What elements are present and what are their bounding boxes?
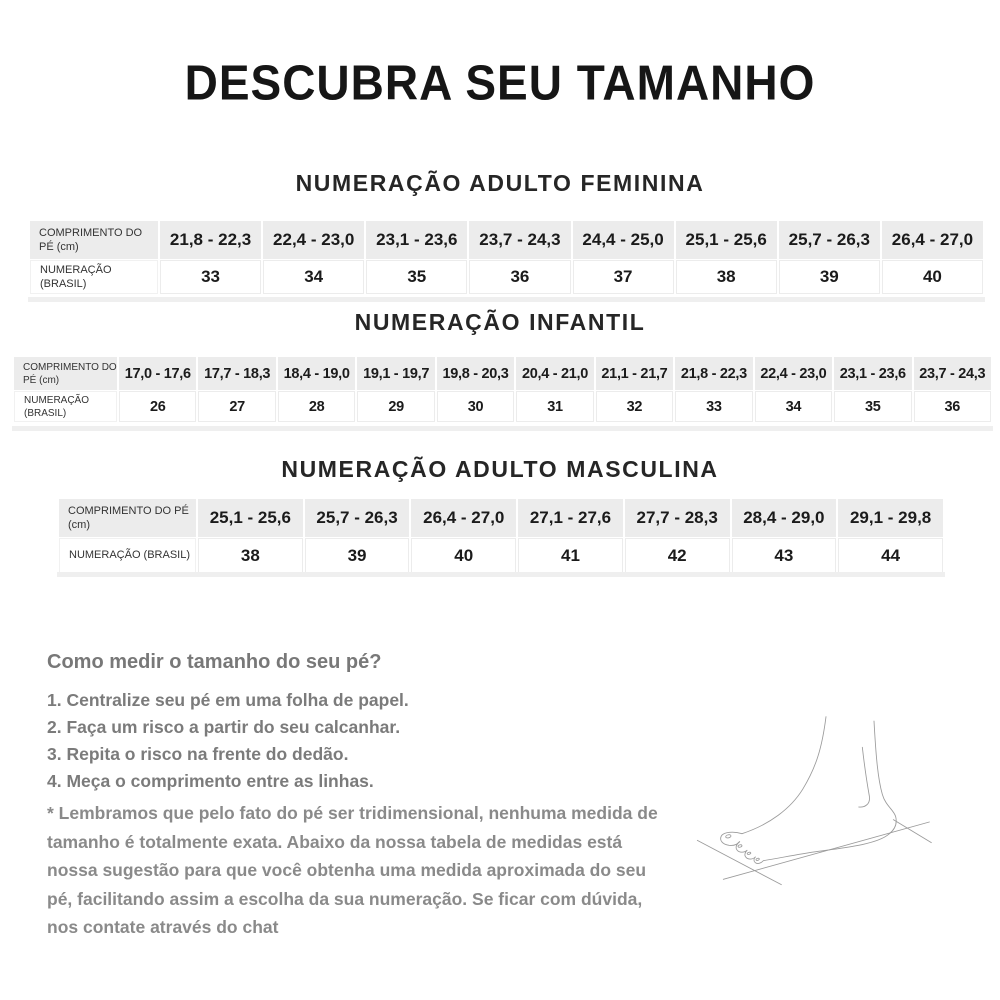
size-table-adulto-feminina: [28, 220, 985, 295]
shoe-size-cell: 36: [469, 260, 570, 294]
foot-length-range-cell: 23,1 - 23,6: [834, 357, 911, 390]
shoe-size-cell: 33: [675, 391, 752, 422]
foot-length-range-cell: 25,1 - 25,6: [198, 499, 303, 537]
shoe-size-cell: 35: [834, 391, 911, 422]
row-label-size-number: NUMERAÇÃO (BRASIL): [30, 260, 158, 294]
shoe-size-cell: 37: [573, 260, 674, 294]
howto-steps: [47, 687, 409, 795]
foot-length-range-cell: 25,7 - 26,3: [305, 499, 410, 537]
shoe-size-cell: 43: [732, 538, 837, 573]
foot-length-range-cell: 23,1 - 23,6: [366, 221, 467, 259]
foot-length-range-cell: 17,7 - 18,3: [198, 357, 275, 390]
row-label-foot-length: COMPRIMENTO DO PÉ (cm): [30, 221, 158, 259]
foot-length-range-cell: 26,4 - 27,0: [411, 499, 516, 537]
shoe-size-cell: 41: [518, 538, 623, 573]
shoe-size-cell: 27: [198, 391, 275, 422]
table-bottom-strip: [12, 426, 993, 431]
shoe-size-cell: 40: [411, 538, 516, 573]
shoe-size-cell: 32: [596, 391, 673, 422]
table-bottom-strip: [57, 572, 945, 577]
shoe-size-cell: 30: [437, 391, 514, 422]
row-label-size-number: NUMERAÇÃO (BRASIL): [14, 391, 117, 422]
shoe-size-cell: 44: [838, 538, 943, 573]
size-table-adulto-masculina: [57, 498, 945, 574]
shoe-size-cell: 39: [779, 260, 880, 294]
shoe-size-cell: 39: [305, 538, 410, 573]
foot-length-range-cell: 23,7 - 24,3: [469, 221, 570, 259]
table-bottom-strip: [28, 297, 985, 302]
section-title-adulto-masculina: NUMERAÇÃO ADULTO MASCULINA: [281, 456, 719, 482]
foot-length-range-cell: 17,0 - 17,6: [119, 357, 196, 390]
shoe-size-cell: 29: [357, 391, 434, 422]
foot-length-range-cell: 23,7 - 24,3: [914, 357, 991, 390]
shoe-size-cell: 31: [516, 391, 593, 422]
howto-heading: Como medir o tamanho do seu pé?: [47, 651, 382, 673]
shoe-size-cell: 38: [676, 260, 777, 294]
foot-length-range-cell: 25,7 - 26,3: [779, 221, 880, 259]
foot-length-range-cell: 18,4 - 19,0: [278, 357, 355, 390]
foot-length-range-cell: 26,4 - 27,0: [882, 221, 983, 259]
foot-length-range-cell: 28,4 - 29,0: [732, 499, 837, 537]
foot-length-range-cell: 21,1 - 21,7: [596, 357, 673, 390]
foot-length-range-cell: 27,1 - 27,6: [518, 499, 623, 537]
shoe-size-cell: 34: [755, 391, 832, 422]
howto-step: 1. Centralize seu pé em uma folha de papel.: [47, 690, 409, 710]
foot-length-range-cell: 22,4 - 23,0: [755, 357, 832, 390]
foot-length-range-cell: 20,4 - 21,0: [516, 357, 593, 390]
size-note: * Lembramos que pelo fato do pé ser tridimensional, nenhuma medida de tamanho é totalmente exata. Abaixo da nossa tabela de medidas está nossa sugestão para que você obtenha uma medida aproximada do seu pé, facilitando assim a escolha da sua numeração. Se ficar com dúvida, nos contate através do chat: [47, 803, 658, 937]
row-label-foot-length: COMPRIMENTO DO PÉ (cm): [59, 499, 196, 537]
base-measure-line: [723, 822, 929, 879]
foot-illustration: [660, 660, 1000, 940]
howto-step: 2. Faça um risco a partir do seu calcanhar.: [47, 717, 401, 737]
size-table-infantil: [12, 356, 993, 423]
page-title: DESCUBRA SEU TAMANHO: [184, 55, 816, 111]
foot-length-range-cell: 21,8 - 22,3: [160, 221, 261, 259]
foot-length-range-cell: 21,8 - 22,3: [675, 357, 752, 390]
section-title-infantil: NUMERAÇÃO INFANTIL: [354, 309, 646, 335]
foot-length-range-cell: 24,4 - 25,0: [573, 221, 674, 259]
shoe-size-cell: 42: [625, 538, 730, 573]
row-label-size-number: NUMERAÇÃO (BRASIL): [59, 538, 196, 573]
foot-length-range-cell: 22,4 - 23,0: [263, 221, 364, 259]
foot-length-range-cell: 27,7 - 28,3: [625, 499, 730, 537]
foot-length-range-cell: 19,8 - 20,3: [437, 357, 514, 390]
howto-step: 3. Repita o risco na frente do dedão.: [47, 744, 349, 764]
foot-length-range-cell: 29,1 - 29,8: [838, 499, 943, 537]
row-label-foot-length: COMPRIMENTO DO PÉ (cm): [14, 357, 117, 390]
shoe-size-cell: 35: [366, 260, 467, 294]
shoe-size-cell: 33: [160, 260, 261, 294]
foot-length-range-cell: 25,1 - 25,6: [676, 221, 777, 259]
shoe-size-cell: 40: [882, 260, 983, 294]
section-title-adulto-feminina: NUMERAÇÃO ADULTO FEMININA: [295, 170, 705, 196]
shoe-size-cell: 26: [119, 391, 196, 422]
shoe-size-cell: 38: [198, 538, 303, 573]
shoe-size-cell: 34: [263, 260, 364, 294]
shoe-size-cell: 28: [278, 391, 355, 422]
shoe-size-cell: 36: [914, 391, 991, 422]
howto-step: 4. Meça o comprimento entre as linhas.: [47, 771, 374, 791]
foot-length-range-cell: 19,1 - 19,7: [357, 357, 434, 390]
